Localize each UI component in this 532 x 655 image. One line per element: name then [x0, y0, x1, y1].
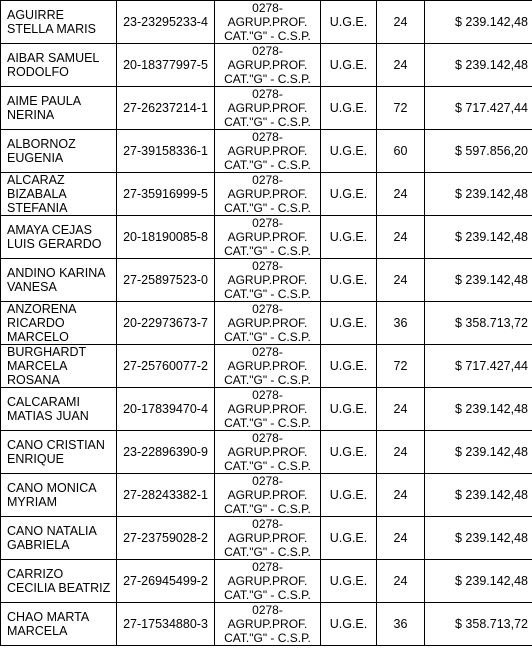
table-row	[1, 1, 532, 44]
cell-hours: 24	[377, 216, 425, 259]
cell-cuil: 27-25897523-0	[117, 259, 215, 302]
cell-name: CALCARAMI MATIAS JUAN	[1, 388, 117, 431]
cell-category: 0278- AGRUP.PROF. CAT."G" - C.S.P.	[215, 87, 321, 130]
table-row	[1, 44, 532, 87]
cell-hours: 24	[377, 560, 425, 603]
cell-amount: $ 597.856,20	[425, 130, 532, 173]
cell-amount: $ 239.142,48	[425, 1, 532, 44]
table-row	[1, 560, 532, 603]
cell-cuil: 27-26237214-1	[117, 87, 215, 130]
cell-name: CANO CRISTIAN ENRIQUE	[1, 431, 117, 474]
table-row	[1, 388, 532, 431]
table-row	[1, 474, 532, 517]
cell-name: ALCARAZ BIZABALA STEFANIA	[1, 173, 117, 216]
cell-cuil: 27-26945499-2	[117, 560, 215, 603]
cell-category: 0278- AGRUP.PROF. CAT."G" - C.S.P.	[215, 130, 321, 173]
cell-hours: 36	[377, 603, 425, 646]
cell-category: 0278- AGRUP.PROF. CAT."G" - C.S.P.	[215, 1, 321, 44]
cell-amount: $ 358.713,72	[425, 302, 532, 345]
cell-name: AIBAR SAMUEL RODOLFO	[1, 44, 117, 87]
cell-cuil: 20-22973673-7	[117, 302, 215, 345]
cell-cuil: 27-23759028-2	[117, 517, 215, 560]
cell-amount: $ 239.142,48	[425, 44, 532, 87]
table-body	[1, 1, 532, 646]
cell-category: 0278- AGRUP.PROF. CAT."G" - C.S.P.	[215, 216, 321, 259]
cell-hours: 72	[377, 345, 425, 388]
cell-cuil: 23-23295233-4	[117, 1, 215, 44]
cell-hours: 60	[377, 130, 425, 173]
cell-cuil: 27-17534880-3	[117, 603, 215, 646]
table-row	[1, 216, 532, 259]
cell-name: BURGHARDT MARCELA ROSANA	[1, 345, 117, 388]
cell-category: 0278- AGRUP.PROF. CAT."G" - C.S.P.	[215, 44, 321, 87]
cell-amount: $ 239.142,48	[425, 431, 532, 474]
cell-hours: 24	[377, 1, 425, 44]
cell-unit: U.G.E.	[321, 1, 377, 44]
cell-amount: $ 239.142,48	[425, 216, 532, 259]
cell-cuil: 20-18377997-5	[117, 44, 215, 87]
cell-unit: U.G.E.	[321, 216, 377, 259]
cell-name: AMAYA CEJAS LUIS GERARDO	[1, 216, 117, 259]
cell-name: CANO MONICA MYRIAM	[1, 474, 117, 517]
cell-category: 0278- AGRUP.PROF. CAT."G" - C.S.P.	[215, 517, 321, 560]
cell-unit: U.G.E.	[321, 345, 377, 388]
cell-cuil: 27-25760077-2	[117, 345, 215, 388]
table-row	[1, 259, 532, 302]
cell-cuil: 27-39158336-1	[117, 130, 215, 173]
cell-name: CANO NATALIA GABRIELA	[1, 517, 117, 560]
cell-unit: U.G.E.	[321, 517, 377, 560]
cell-hours: 24	[377, 388, 425, 431]
cell-amount: $ 239.142,48	[425, 388, 532, 431]
table-row	[1, 130, 532, 173]
cell-amount: $ 239.142,48	[425, 259, 532, 302]
cell-unit: U.G.E.	[321, 87, 377, 130]
cell-cuil: 20-17839470-4	[117, 388, 215, 431]
cell-hours: 36	[377, 302, 425, 345]
cell-category: 0278- AGRUP.PROF. CAT."G" - C.S.P.	[215, 302, 321, 345]
cell-unit: U.G.E.	[321, 431, 377, 474]
cell-name: AGUIRRE STELLA MARIS	[1, 1, 117, 44]
cell-amount: $ 717.427,44	[425, 87, 532, 130]
cell-unit: U.G.E.	[321, 259, 377, 302]
cell-hours: 24	[377, 259, 425, 302]
cell-unit: U.G.E.	[321, 603, 377, 646]
cell-cuil: 27-28243382-1	[117, 474, 215, 517]
cell-unit: U.G.E.	[321, 474, 377, 517]
cell-amount: $ 239.142,48	[425, 517, 532, 560]
table-row	[1, 431, 532, 474]
cell-category: 0278- AGRUP.PROF. CAT."G" - C.S.P.	[215, 173, 321, 216]
cell-amount: $ 239.142,48	[425, 560, 532, 603]
cell-category: 0278- AGRUP.PROF. CAT."G" - C.S.P.	[215, 560, 321, 603]
cell-category: 0278- AGRUP.PROF. CAT."G" - C.S.P.	[215, 388, 321, 431]
cell-name: AIME PAULA NERINA	[1, 87, 117, 130]
cell-amount: $ 239.142,48	[425, 173, 532, 216]
cell-amount: $ 239.142,48	[425, 474, 532, 517]
cell-hours: 24	[377, 517, 425, 560]
table-row	[1, 345, 532, 388]
table-row	[1, 173, 532, 216]
cell-name: CHAO MARTA MARCELA	[1, 603, 117, 646]
cell-unit: U.G.E.	[321, 44, 377, 87]
cell-cuil: 23-22896390-9	[117, 431, 215, 474]
table-row	[1, 603, 532, 646]
cell-unit: U.G.E.	[321, 173, 377, 216]
cell-category: 0278- AGRUP.PROF. CAT."G" - C.S.P.	[215, 474, 321, 517]
cell-category: 0278- AGRUP.PROF. CAT."G" - C.S.P.	[215, 431, 321, 474]
cell-amount: $ 717.427,44	[425, 345, 532, 388]
cell-unit: U.G.E.	[321, 560, 377, 603]
cell-amount: $ 358.713,72	[425, 603, 532, 646]
cell-unit: U.G.E.	[321, 388, 377, 431]
cell-hours: 24	[377, 44, 425, 87]
cell-unit: U.G.E.	[321, 130, 377, 173]
cell-name: ALBORNOZ EUGENIA	[1, 130, 117, 173]
cell-category: 0278- AGRUP.PROF. CAT."G" - C.S.P.	[215, 603, 321, 646]
table-row	[1, 302, 532, 345]
cell-cuil: 20-18190085-8	[117, 216, 215, 259]
cell-unit: U.G.E.	[321, 302, 377, 345]
cell-category: 0278- AGRUP.PROF. CAT."G" - C.S.P.	[215, 259, 321, 302]
cell-hours: 24	[377, 431, 425, 474]
cell-cuil: 27-35916999-5	[117, 173, 215, 216]
table-row	[1, 87, 532, 130]
cell-name: ANDINO KARINA VANESA	[1, 259, 117, 302]
table-row	[1, 517, 532, 560]
cell-name: CARRIZO CECILIA BEATRIZ	[1, 560, 117, 603]
cell-name: ANZORENA RICARDO MARCELO	[1, 302, 117, 345]
cell-hours: 24	[377, 474, 425, 517]
cell-hours: 24	[377, 173, 425, 216]
cell-hours: 72	[377, 87, 425, 130]
cell-category: 0278- AGRUP.PROF. CAT."G" - C.S.P.	[215, 345, 321, 388]
